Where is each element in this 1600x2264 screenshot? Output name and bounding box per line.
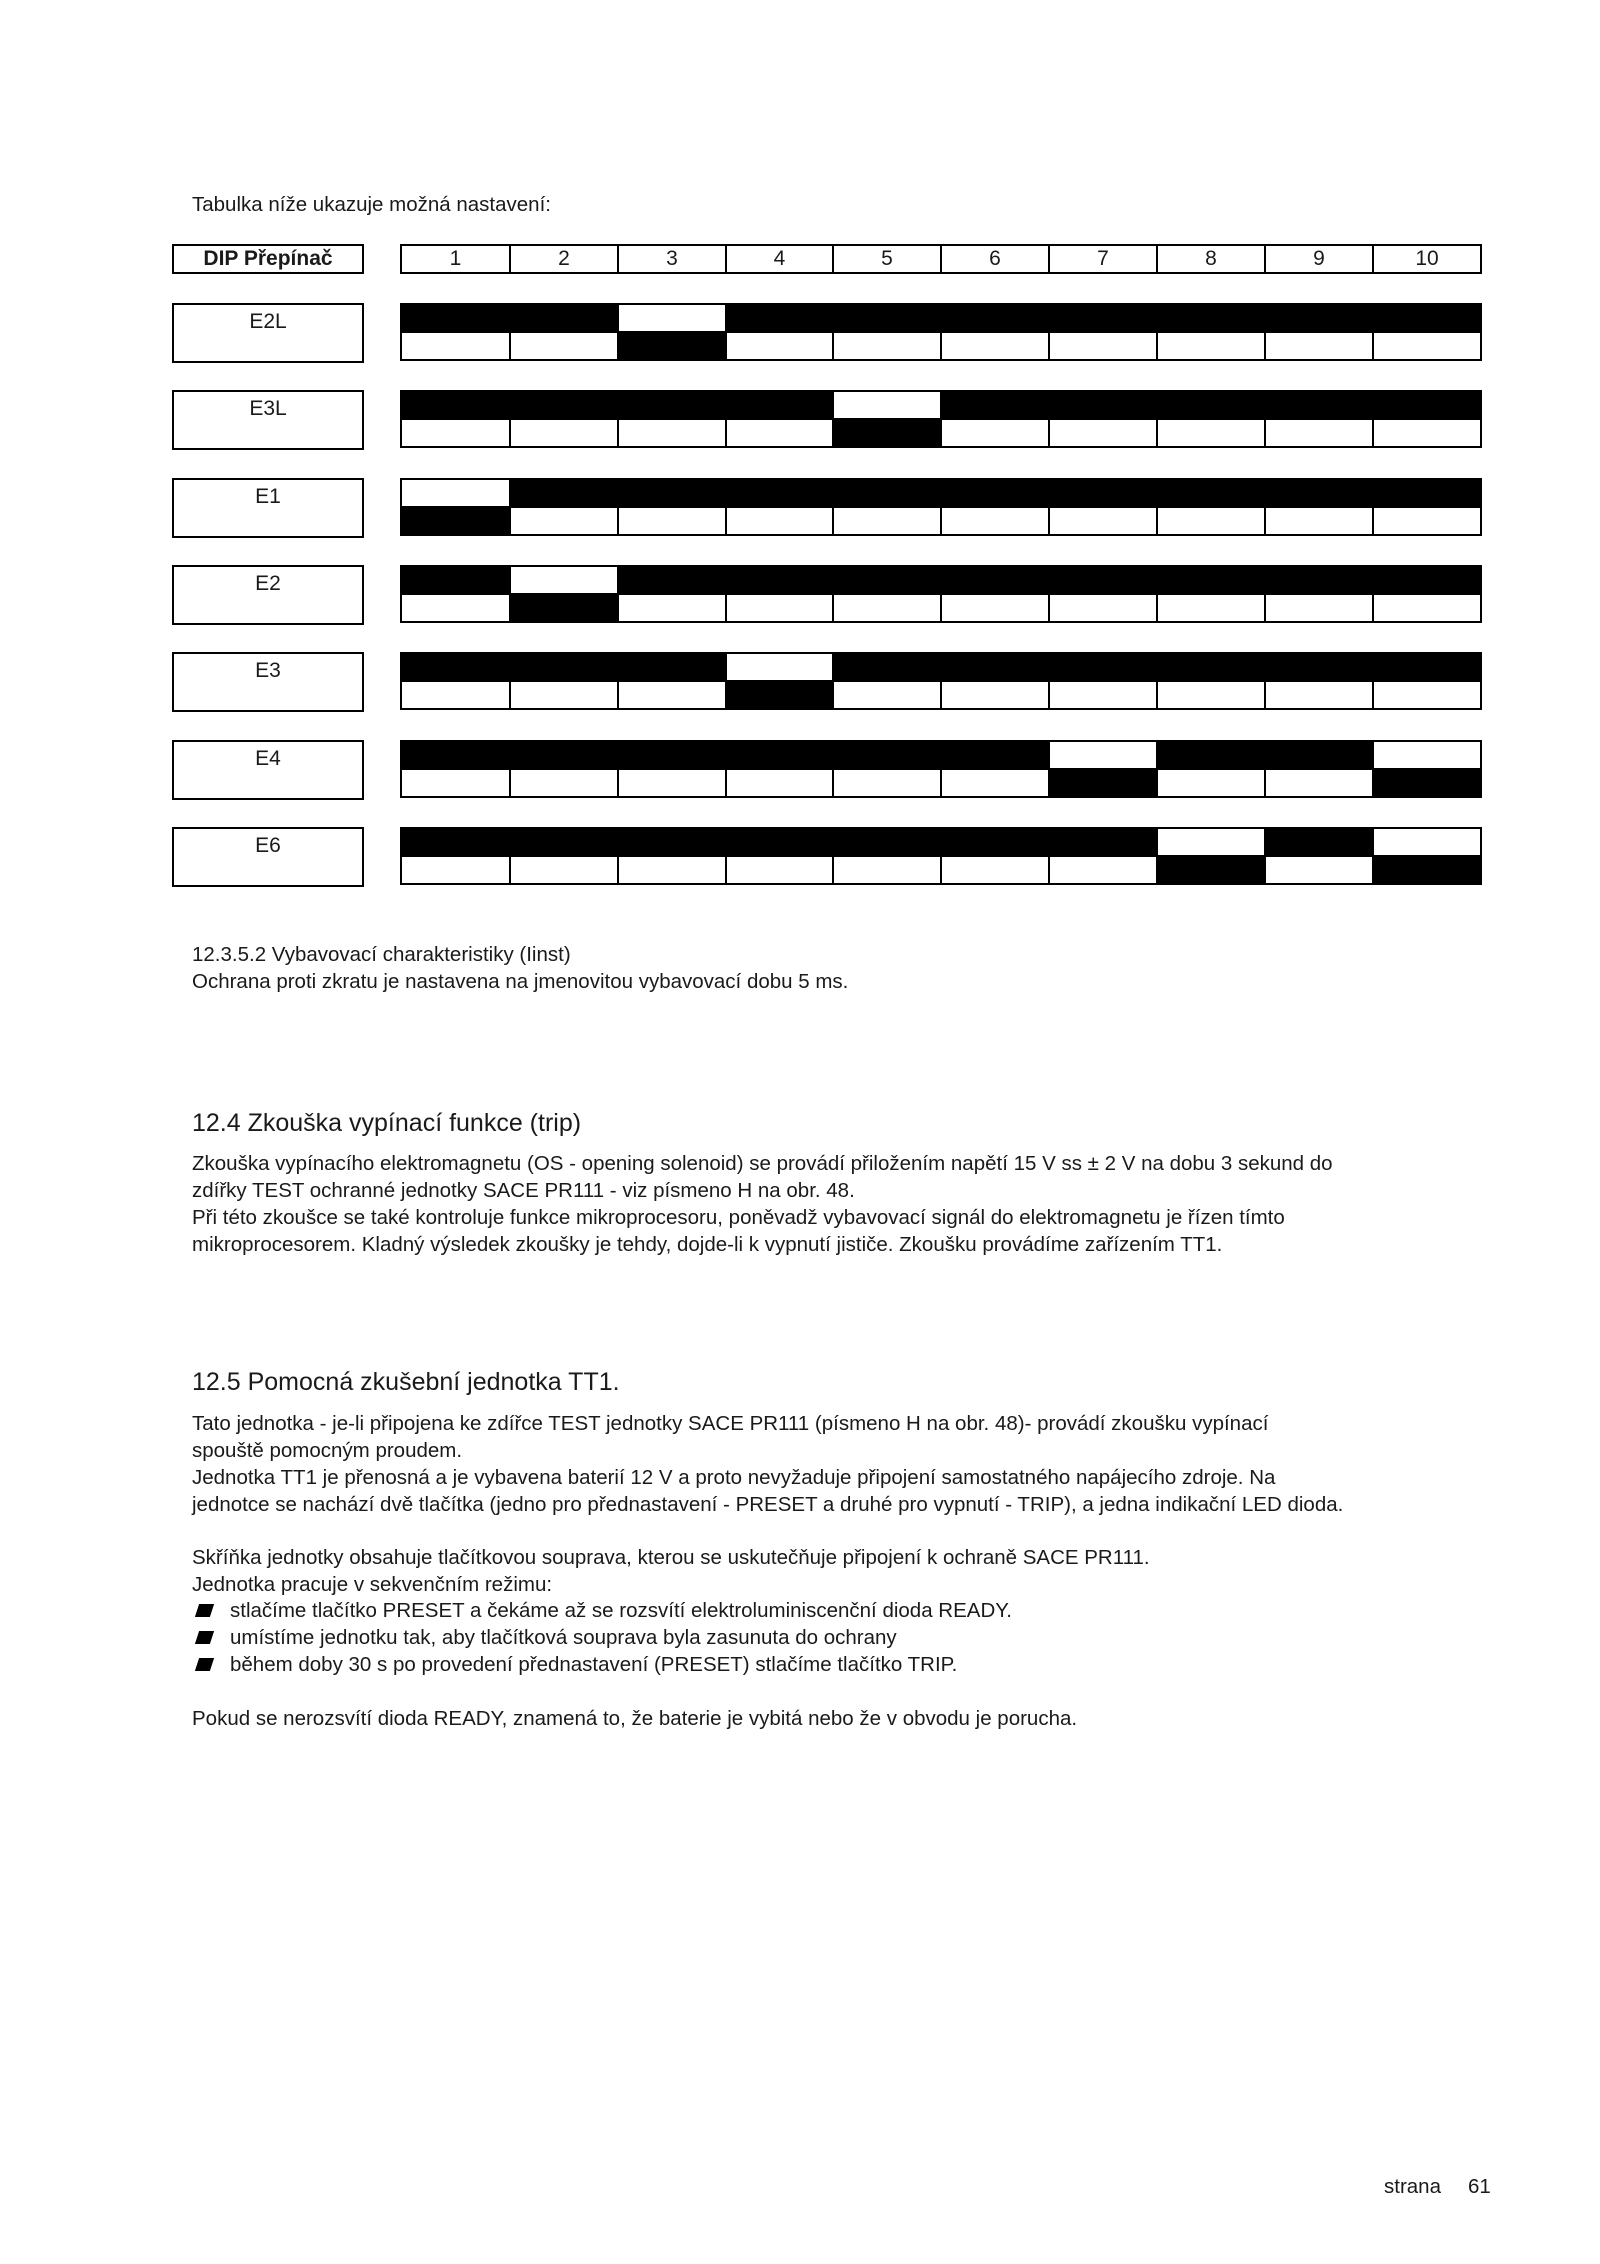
dip-cell-bottom-off	[832, 680, 942, 710]
dip-column-header: 2	[509, 244, 619, 274]
dip-cell-top-on	[1156, 652, 1266, 682]
dip-cell-top-off	[400, 478, 511, 508]
dip-cell-bottom-on	[509, 593, 619, 623]
dip-cell-bottom-off	[1264, 855, 1374, 885]
dip-cell-top-off	[1372, 740, 1482, 770]
dip-cell-top-on	[1372, 565, 1482, 595]
dip-cell-bottom-off	[1048, 418, 1158, 448]
paragraph-line: jednotce se nachází dvě tlačítka (jedno pro přednastavení - PRESET a druhé pro vypnutí - TRIP), a jedna indikační LED dioda.	[192, 1493, 1344, 1516]
dip-cell-top-on	[1264, 565, 1374, 595]
dip-row-label: E2L	[249, 310, 287, 333]
dip-row-label-box	[172, 303, 364, 363]
dip-cell-bottom-off	[1372, 418, 1482, 448]
page-number: 61	[1468, 2175, 1491, 2198]
dip-cell-top-on	[509, 740, 619, 770]
dip-cell-top-on	[400, 652, 511, 682]
dip-cell-top-on	[725, 565, 834, 595]
dip-cell-bottom-off	[1048, 855, 1158, 885]
dip-row-label-box	[172, 827, 364, 887]
dip-cell-top-on	[940, 827, 1050, 857]
dip-cell-top-off	[1156, 827, 1266, 857]
dip-cell-bottom-off	[1048, 506, 1158, 536]
dip-cell-top-on	[1156, 740, 1266, 770]
dip-cell-top-on	[940, 565, 1050, 595]
dip-cell-top-off	[509, 565, 619, 595]
dip-row-label: E4	[255, 747, 281, 770]
dip-cell-bottom-off	[1372, 680, 1482, 710]
dip-cell-top-on	[940, 390, 1050, 420]
dip-cell-bottom-off	[1372, 331, 1482, 361]
paragraph-line: zdířky TEST ochranné jednotky SACE PR111 - viz písmeno H na obr. 48.	[192, 1179, 855, 1202]
dip-cell-top-on	[832, 740, 942, 770]
dip-cell-bottom-off	[832, 855, 942, 885]
dip-cell-top-off	[725, 652, 834, 682]
dip-cell-top-on	[1264, 652, 1374, 682]
dip-cell-bottom-off	[1264, 680, 1374, 710]
dip-cell-top-on	[617, 390, 727, 420]
dip-cell-bottom-off	[725, 506, 834, 536]
bullet-icon	[195, 1631, 214, 1644]
dip-cell-top-on	[725, 303, 834, 333]
dip-cell-bottom-off	[1264, 593, 1374, 623]
dip-cell-bottom-off	[1048, 331, 1158, 361]
dip-cell-bottom-off	[400, 593, 511, 623]
dip-cell-top-on	[725, 390, 834, 420]
closing-paragraph: Pokud se nerozsvítí dioda READY, znamená to, že baterie je vybitá nebo že v obvodu je porucha.	[192, 1707, 1078, 1730]
dip-cell-top-on	[832, 652, 942, 682]
dip-cell-bottom-on	[832, 418, 942, 448]
dip-cell-bottom-off	[940, 506, 1050, 536]
dip-cell-top-on	[1048, 652, 1158, 682]
dip-cell-top-on	[1264, 478, 1374, 508]
dip-cell-bottom-off	[1048, 593, 1158, 623]
dip-cell-top-on	[400, 565, 511, 595]
paragraph-line: Zkouška vypínacího elektromagnetu (OS - opening solenoid) se provádí přiložením napětí 15 V ss ± 2 V na dobu 3 sekund do	[192, 1152, 1333, 1175]
table-intro: Tabulka níže ukazuje možná nastavení:	[192, 193, 551, 216]
dip-cell-top-on	[400, 390, 511, 420]
paragraph-line: Při této zkoušce se také kontroluje funkce mikroprocesoru, poněvadž vybavovací signál do elektromagnetu je řízen tímto	[192, 1206, 1285, 1229]
dip-cell-top-on	[617, 652, 727, 682]
dip-cell-top-on	[725, 740, 834, 770]
dip-cell-top-on	[400, 827, 511, 857]
dip-cell-bottom-off	[832, 768, 942, 798]
dip-cell-top-on	[509, 390, 619, 420]
dip-cell-top-on	[1156, 390, 1266, 420]
dip-column-header: 1	[400, 244, 511, 274]
dip-row-label-box	[172, 565, 364, 625]
dip-row-label-box	[172, 740, 364, 800]
dip-cell-bottom-off	[1156, 680, 1266, 710]
dip-cell-top-on	[940, 652, 1050, 682]
dip-cell-bottom-off	[617, 768, 727, 798]
paragraph-line: mikroprocesorem. Kladný výsledek zkoušky je tehdy, dojde-li k vypnutí jističe. Zkoušku provádíme zařízením TT1.	[192, 1233, 1223, 1256]
dip-row-label: E2	[255, 572, 281, 595]
dip-row-label: E3L	[249, 397, 287, 420]
list-item: umístíme jednotku tak, aby tlačítková souprava byla zasunuta do ochrany	[230, 1626, 897, 1649]
dip-cell-bottom-on	[1156, 855, 1266, 885]
dip-cell-top-on	[832, 303, 942, 333]
dip-cell-top-on	[1264, 303, 1374, 333]
dip-cell-top-on	[509, 827, 619, 857]
dip-cell-top-on	[509, 303, 619, 333]
dip-cell-bottom-off	[617, 593, 727, 623]
dip-cell-top-on	[617, 827, 727, 857]
dip-cell-bottom-off	[1156, 418, 1266, 448]
list-item: během doby 30 s po provedení přednastavení (PRESET) stlačíme tlačítko TRIP.	[230, 1653, 958, 1676]
dip-cell-top-on	[1048, 827, 1158, 857]
dip-column-header: 6	[940, 244, 1050, 274]
dip-cell-bottom-off	[617, 506, 727, 536]
dip-cell-bottom-off	[832, 506, 942, 536]
dip-cell-top-on	[617, 565, 727, 595]
dip-cell-top-on	[1264, 390, 1374, 420]
dip-cell-top-off	[617, 303, 727, 333]
dip-cell-bottom-off	[400, 418, 511, 448]
dip-cell-bottom-on	[1048, 768, 1158, 798]
dip-cell-top-on	[725, 827, 834, 857]
section-heading-12-4: 12.4 Zkouška vypínací funkce (trip)	[192, 1109, 582, 1137]
dip-cell-bottom-off	[1264, 418, 1374, 448]
section-heading-12-5: 12.5 Pomocná zkušební jednotka TT1.	[192, 1368, 620, 1396]
dip-cell-bottom-off	[509, 768, 619, 798]
dip-cell-top-on	[1048, 565, 1158, 595]
dip-cell-top-on	[940, 303, 1050, 333]
dip-column-header: 7	[1048, 244, 1158, 274]
dip-cell-bottom-off	[940, 331, 1050, 361]
dip-cell-bottom-off	[1156, 506, 1266, 536]
bullet-icon	[195, 1658, 214, 1671]
dip-cell-bottom-off	[832, 331, 942, 361]
dip-column-header: 9	[1264, 244, 1374, 274]
dip-cell-bottom-on	[617, 331, 727, 361]
dip-cell-top-on	[1264, 740, 1374, 770]
dip-cell-bottom-off	[1264, 768, 1374, 798]
dip-column-header: 8	[1156, 244, 1266, 274]
dip-column-header: 10	[1372, 244, 1482, 274]
dip-cell-top-on	[1048, 303, 1158, 333]
dip-cell-top-on	[832, 827, 942, 857]
dip-cell-top-on	[400, 740, 511, 770]
dip-cell-top-on	[1156, 565, 1266, 595]
dip-cell-top-on	[1264, 827, 1374, 857]
dip-cell-bottom-on	[400, 506, 511, 536]
dip-cell-bottom-off	[400, 680, 511, 710]
dip-cell-bottom-off	[617, 680, 727, 710]
dip-cell-top-on	[832, 478, 942, 508]
dip-cell-top-on	[1372, 652, 1482, 682]
bullet-icon	[195, 1604, 214, 1617]
dip-cell-bottom-off	[1264, 506, 1374, 536]
dip-cell-bottom-off	[940, 593, 1050, 623]
dip-row-label-box	[172, 390, 364, 450]
dip-cell-top-off	[1372, 827, 1482, 857]
dip-cell-bottom-off	[940, 768, 1050, 798]
dip-row-label: E6	[255, 834, 281, 857]
dip-cell-top-on	[1372, 478, 1482, 508]
dip-cell-bottom-off	[617, 855, 727, 885]
dip-cell-bottom-off	[940, 680, 1050, 710]
paragraph-line: Jednotka pracuje v sekvenčním režimu:	[192, 1573, 553, 1596]
dip-cell-bottom-off	[509, 331, 619, 361]
dip-cell-bottom-off	[725, 593, 834, 623]
dip-header-label: DIP Přepínač	[172, 244, 364, 274]
paragraph-line: Skříňka jednotky obsahuje tlačítkovou souprava, kterou se uskutečňuje připojení k ochraně SACE PR111.	[192, 1546, 1150, 1569]
dip-column-header: 5	[832, 244, 942, 274]
dip-cell-top-on	[617, 478, 727, 508]
dip-cell-top-on	[832, 565, 942, 595]
dip-cell-bottom-off	[509, 855, 619, 885]
dip-cell-top-on	[617, 740, 727, 770]
dip-cell-bottom-off	[832, 593, 942, 623]
dip-cell-bottom-off	[725, 418, 834, 448]
dip-row-label-box	[172, 478, 364, 538]
dip-cell-top-on	[1372, 390, 1482, 420]
dip-cell-top-off	[832, 390, 942, 420]
dip-cell-bottom-off	[940, 855, 1050, 885]
dip-cell-top-on	[1372, 303, 1482, 333]
dip-cell-top-on	[509, 478, 619, 508]
page-label: strana	[1384, 2175, 1441, 2198]
dip-cell-bottom-off	[1048, 680, 1158, 710]
dip-column-header: 3	[617, 244, 727, 274]
list-item: stlačíme tlačítko PRESET a čekáme až se rozsvítí elektroluminiscenční dioda READY.	[230, 1599, 1012, 1622]
dip-cell-top-on	[1048, 390, 1158, 420]
subsection-text: Ochrana proti zkratu je nastavena na jmenovitou vybavovací dobu 5 ms.	[192, 970, 849, 993]
dip-cell-bottom-off	[509, 506, 619, 536]
dip-cell-top-on	[1048, 478, 1158, 508]
dip-cell-bottom-off	[1156, 331, 1266, 361]
dip-cell-bottom-off	[1372, 506, 1482, 536]
dip-cell-bottom-off	[1156, 593, 1266, 623]
dip-row-label: E1	[255, 485, 281, 508]
subsection-title: 12.3.5.2 Vybavovací charakteristiky (Iinst)	[192, 943, 571, 966]
dip-cell-bottom-off	[1372, 593, 1482, 623]
dip-cell-bottom-off	[509, 680, 619, 710]
dip-cell-bottom-off	[1264, 331, 1374, 361]
dip-cell-top-on	[1156, 303, 1266, 333]
dip-cell-bottom-off	[725, 768, 834, 798]
paragraph-line: spouště pomocným proudem.	[192, 1439, 463, 1462]
dip-cell-bottom-off	[940, 418, 1050, 448]
dip-cell-bottom-off	[400, 768, 511, 798]
dip-column-header: 4	[725, 244, 834, 274]
dip-cell-top-on	[940, 740, 1050, 770]
dip-row-label: E3	[255, 659, 281, 682]
dip-cell-top-off	[1048, 740, 1158, 770]
dip-cell-bottom-on	[1372, 855, 1482, 885]
dip-cell-bottom-off	[725, 855, 834, 885]
paragraph-line: Jednotka TT1 je přenosná a je vybavena baterií 12 V a proto nevyžaduje připojení samostatného napájecího zdroje. Na	[192, 1466, 1276, 1489]
dip-cell-bottom-off	[400, 331, 511, 361]
dip-row-label-box	[172, 652, 364, 712]
dip-cell-bottom-off	[509, 418, 619, 448]
dip-cell-bottom-on	[1372, 768, 1482, 798]
dip-cell-top-on	[725, 478, 834, 508]
dip-cell-bottom-off	[400, 855, 511, 885]
dip-cell-bottom-on	[725, 680, 834, 710]
dip-cell-top-on	[509, 652, 619, 682]
dip-cell-bottom-off	[1156, 768, 1266, 798]
dip-cell-bottom-off	[725, 331, 834, 361]
dip-cell-top-on	[400, 303, 511, 333]
dip-cell-bottom-off	[617, 418, 727, 448]
paragraph-line: Tato jednotka - je-li připojena ke zdířce TEST jednotky SACE PR111 (písmeno H na obr. 48)- provádí zkoušku vypínací	[192, 1412, 1269, 1435]
dip-cell-top-on	[1156, 478, 1266, 508]
dip-cell-top-on	[940, 478, 1050, 508]
